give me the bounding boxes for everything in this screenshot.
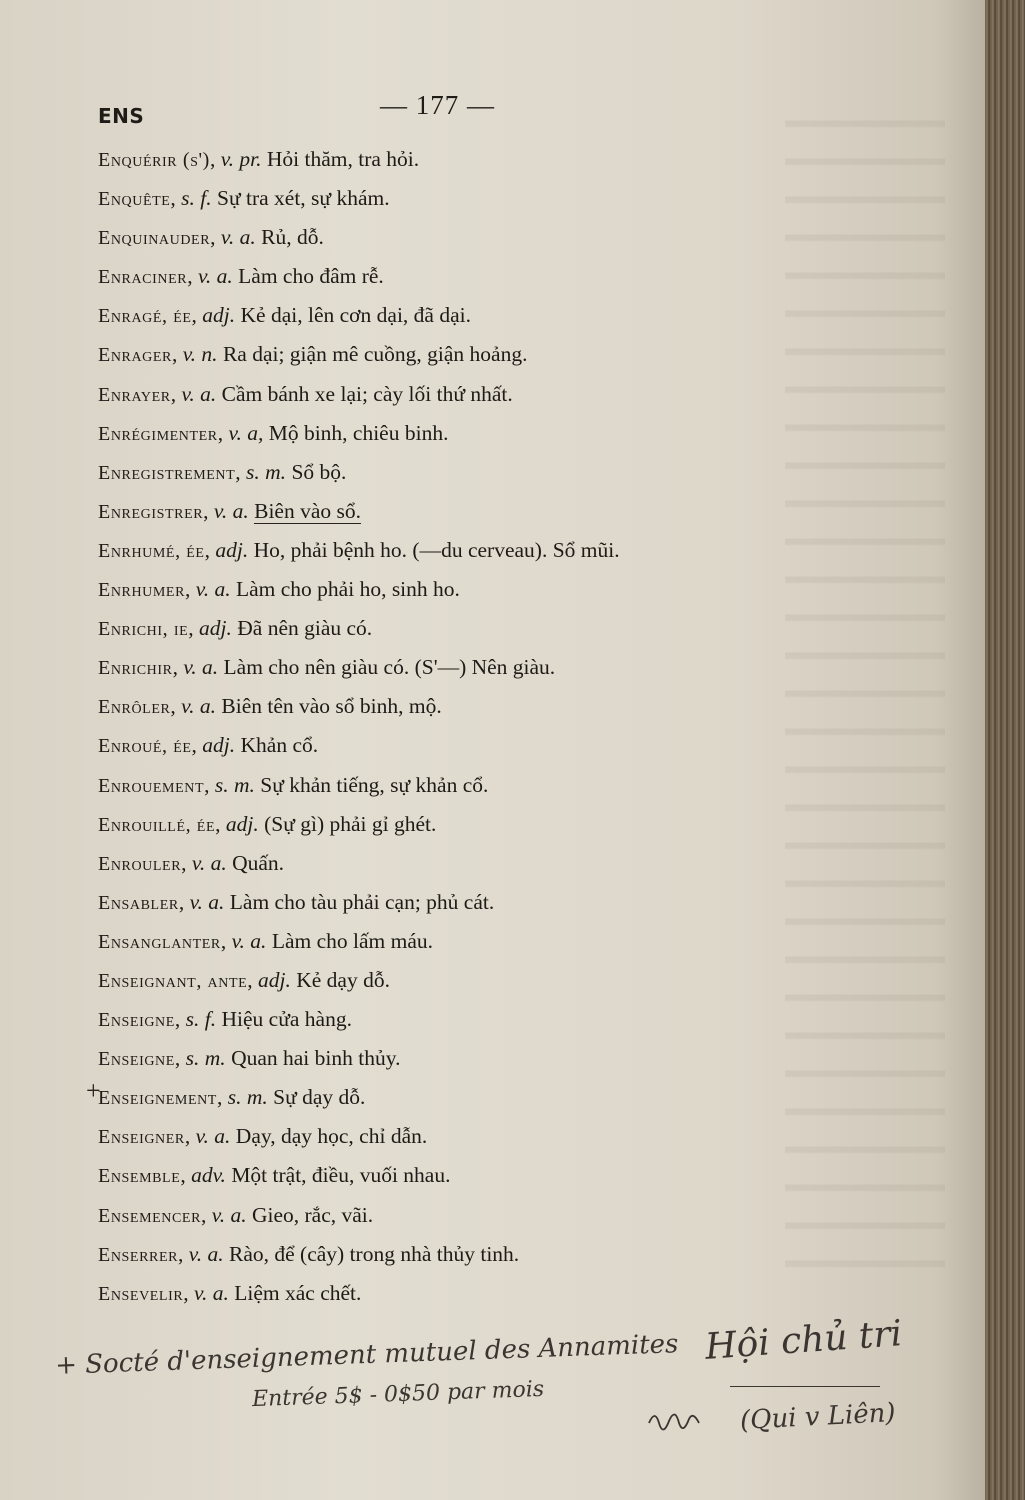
definition: Khản cổ. bbox=[240, 733, 319, 758]
grammar-tag: v. a. bbox=[211, 1202, 247, 1227]
dictionary-entry: Enseignant, ante, adj. Kẻ dạy dỗ. bbox=[98, 967, 390, 992]
definition: Gieo, rắc, vãi. bbox=[251, 1202, 374, 1227]
definition: Ra dại; giận mê cuồng, giận hoảng. bbox=[222, 342, 528, 367]
grammar-tag: v. a. bbox=[188, 1241, 224, 1266]
definition: Sự tra xét, sự khám. bbox=[217, 186, 390, 211]
grammar-tag: s. m. bbox=[185, 1046, 226, 1071]
dictionary-entry: Enrouler, v. a. Quấn. bbox=[98, 850, 285, 875]
dictionary-entry: Enrouillé, ée, adj. (Sự gì) phải gỉ ghét. bbox=[98, 811, 437, 836]
headword: Ensemencer bbox=[98, 1204, 202, 1227]
grammar-tag: adj. bbox=[258, 967, 291, 992]
guide-word: ENS bbox=[98, 104, 145, 128]
headword: Enraciner bbox=[98, 266, 188, 289]
definition: Làm cho phải ho, sinh ho. bbox=[235, 577, 460, 602]
grammar-tag: v. pr. bbox=[220, 147, 262, 171]
headword: Ensemble bbox=[98, 1165, 181, 1188]
grammar-tag: v. a. bbox=[195, 577, 231, 602]
handwritten-note-vietnamese: Hội chủ tri bbox=[703, 1313, 904, 1368]
grammar-tag: v. a. bbox=[183, 655, 219, 680]
handwritten-scribble bbox=[645, 1405, 705, 1435]
headword: Enquinauder bbox=[98, 227, 211, 250]
definition: Biên tên vào sổ binh, mộ. bbox=[221, 694, 442, 719]
headword: Enrouement bbox=[98, 774, 205, 797]
dictionary-entry: Ensemencer, v. a. Gieo, rắc, vãi. bbox=[98, 1202, 374, 1227]
grammar-tag: v. a. bbox=[181, 694, 216, 719]
dictionary-entry: Enrôler, v. a. Biên tên vào sổ binh, mộ. bbox=[98, 694, 442, 719]
grammar-tag: adv. bbox=[191, 1163, 226, 1188]
handwritten-note-line2: Entrée 5$ - 0$50 par mois bbox=[251, 1376, 545, 1413]
dictionary-entry: Ensabler, v. a. Làm cho tàu phải cạn; phủ cát. bbox=[98, 889, 495, 914]
margin-plus-mark: + bbox=[86, 1076, 101, 1105]
handwritten-note-paren: (Qui v Liên) bbox=[739, 1397, 897, 1437]
grammar-tag: v. a. bbox=[181, 381, 217, 406]
dictionary-entry: Enrhumer, v. a. Làm cho phải ho, sinh ho. bbox=[98, 577, 460, 602]
dictionary-entry: Enregistrement, s. m. Sổ bộ. bbox=[98, 459, 347, 484]
dictionary-entry: Enseignement, s. m. Sự dạy dỗ. bbox=[98, 1085, 366, 1110]
dictionary-entry: Ensanglanter, v. a. Làm cho lấm máu. bbox=[98, 928, 434, 953]
handwritten-underline bbox=[730, 1386, 880, 1387]
grammar-tag: v. a. bbox=[231, 928, 267, 953]
definition: Dạy, dạy học, chỉ dẫn. bbox=[235, 1124, 428, 1149]
dictionary-entry: Enrayer, v. a. Cầm bánh xe lại; cày lối thứ nhất. bbox=[98, 381, 513, 406]
dictionary-entry: Enragé, ée, adj. Kẻ dại, lên cơn dại, đã dại. bbox=[98, 303, 471, 328]
grammar-tag: v. a. bbox=[189, 889, 225, 914]
headword: Enrôler bbox=[98, 696, 171, 719]
dictionary-entry: Enraciner, v. a. Làm cho đâm rễ. bbox=[98, 264, 384, 289]
grammar-tag: v. n. bbox=[182, 342, 218, 367]
headword: Enregistrer bbox=[98, 500, 204, 523]
headword: Enserrer bbox=[98, 1243, 179, 1266]
definition: Làm cho nên giàu có. (S'—) Nên giàu. bbox=[223, 655, 556, 680]
definition: Ho, phải bệnh ho. (—du cerveau). Sổ mũi. bbox=[253, 537, 620, 562]
dictionary-entry: Enrichi, ie, adj. Đã nên giàu có. bbox=[98, 616, 373, 641]
dictionary-entry: Enquête, s. f. Sự tra xét, sự khám. bbox=[98, 186, 390, 211]
headword: Enrichir bbox=[98, 657, 173, 680]
grammar-tag: adj. bbox=[202, 733, 236, 758]
definition: Kẻ dạy dỗ. bbox=[296, 967, 390, 992]
headword: Enrégimenter bbox=[98, 422, 218, 445]
definition: (Sự gì) phải gỉ ghét. bbox=[264, 811, 437, 836]
definition: Hiệu cửa hàng. bbox=[221, 1007, 352, 1032]
definition: Sự dạy dỗ. bbox=[273, 1085, 366, 1110]
definition: Rủ, dỗ. bbox=[261, 225, 324, 250]
grammar-tag: s. m. bbox=[246, 459, 287, 484]
headword: Enroué, ée bbox=[98, 735, 192, 758]
definition: Sự khản tiếng, sự khản cổ. bbox=[260, 772, 489, 797]
headword: Ensanglanter bbox=[98, 930, 221, 953]
headword: Enseigner bbox=[98, 1126, 185, 1149]
grammar-tag: v. a. bbox=[213, 498, 249, 523]
definition: Hỏi thăm, tra hỏi. bbox=[266, 147, 420, 171]
dictionary-entry: Ensevelir, v. a. Liệm xác chết. bbox=[98, 1280, 362, 1305]
headword: Enseignement bbox=[98, 1087, 217, 1110]
definition: Một trật, điều, vuối nhau. bbox=[231, 1163, 451, 1188]
definition: Liệm xác chết. bbox=[234, 1280, 362, 1305]
headword: Ensevelir bbox=[98, 1282, 184, 1305]
grammar-tag: v. a. bbox=[220, 225, 256, 250]
dictionary-entry: Enquinauder, v. a. Rủ, dỗ. bbox=[98, 225, 324, 250]
grammar-tag: adj. bbox=[215, 537, 249, 562]
definition: Rào, để (cây) trong nhà thủy tinh. bbox=[228, 1241, 520, 1266]
headword: Enseignant, ante bbox=[98, 969, 248, 992]
grammar-tag: v. a, bbox=[228, 420, 264, 445]
dictionary-entry: Enseigner, v. a. Dạy, dạy học, chỉ dẫn. bbox=[98, 1124, 428, 1149]
grammar-tag: adj. bbox=[202, 303, 236, 328]
headword: Enrhumé, ée bbox=[98, 539, 205, 562]
definition: Đã nên giàu có. bbox=[237, 616, 373, 641]
definition: Kẻ dại, lên cơn dại, đã dại. bbox=[240, 303, 471, 328]
headword: Enregistrement bbox=[98, 461, 236, 484]
headword: Enragé, ée bbox=[98, 305, 192, 328]
grammar-tag: s. m. bbox=[214, 772, 255, 797]
dictionary-entry: Enrager, v. n. Ra dại; giận mê cuồng, giận hoảng. bbox=[98, 342, 528, 367]
headword: Enseigne bbox=[98, 1048, 175, 1071]
dictionary-entry: Enroué, ée, adj. Khản cổ. bbox=[98, 733, 319, 758]
definition: Biên vào sổ. bbox=[254, 498, 362, 523]
headword: Enrayer bbox=[98, 383, 171, 406]
definition: Quan hai binh thủy. bbox=[231, 1046, 401, 1071]
definition: Sổ bộ. bbox=[291, 459, 347, 484]
headword: Enseigne bbox=[98, 1009, 175, 1032]
grammar-tag: s. f. bbox=[181, 186, 212, 211]
definition: Làm cho tàu phải cạn; phủ cát. bbox=[229, 889, 495, 914]
dictionary-entry: Ensemble, adv. Một trật, điều, vuối nhau. bbox=[98, 1163, 451, 1188]
headword: Enrouler bbox=[98, 852, 182, 875]
headword: Enrhumer bbox=[98, 579, 186, 602]
grammar-tag: s. f. bbox=[185, 1007, 217, 1032]
dictionary-entry: Enquérir (s'), v. pr. Hỏi thăm, tra hỏi. bbox=[98, 147, 420, 171]
definition: Làm cho lấm máu. bbox=[271, 928, 434, 953]
grammar-tag: s. m. bbox=[227, 1085, 268, 1110]
handwritten-note-line1: + Socté d'enseignement mutuel des Annamites bbox=[54, 1329, 679, 1381]
grammar-tag: adj. bbox=[199, 616, 232, 641]
dictionary-entry: Enseigne, s. m. Quan hai binh thủy. bbox=[98, 1046, 401, 1071]
grammar-tag: v. a. bbox=[191, 850, 227, 875]
headword: Ensabler bbox=[98, 891, 179, 914]
dictionary-entry: Enserrer, v. a. Rào, để (cây) trong nhà thủy tinh. bbox=[98, 1241, 520, 1266]
book-page-edges bbox=[985, 0, 1025, 1500]
definition: Mộ binh, chiêu binh. bbox=[268, 420, 449, 445]
dictionary-entry: Enregistrer, v. a. Biên vào sổ. bbox=[98, 498, 362, 523]
definition: Làm cho đâm rễ. bbox=[238, 264, 384, 289]
headword: Enrichi, ie bbox=[98, 618, 189, 641]
headword: Enrager bbox=[98, 344, 172, 367]
dictionary-entry: Enrégimenter, v. a, Mộ binh, chiêu binh. bbox=[98, 420, 449, 445]
headword: Enrouillé, ée bbox=[98, 813, 216, 836]
dictionary-entry: Enrichir, v. a. Làm cho nên giàu có. (S'—) Nên giàu. bbox=[98, 655, 556, 680]
dictionary-entries bbox=[98, 140, 918, 1313]
headword: Enquête bbox=[98, 188, 171, 211]
definition: Cầm bánh xe lại; cày lối thứ nhất. bbox=[221, 381, 513, 406]
headword: Enquérir (s') bbox=[98, 149, 210, 171]
page-number: — 177 — bbox=[380, 90, 495, 120]
grammar-tag: adj. bbox=[225, 811, 259, 836]
grammar-tag: v. a. bbox=[194, 1280, 229, 1305]
dictionary-entry: Enrouement, s. m. Sự khản tiếng, sự khản cổ. bbox=[98, 772, 489, 797]
dictionary-entry: Enseigne, s. f. Hiệu cửa hàng. bbox=[98, 1007, 352, 1032]
definition: Quấn. bbox=[232, 850, 285, 875]
grammar-tag: v. a. bbox=[197, 264, 233, 289]
dictionary-entry: Enrhumé, ée, adj. Ho, phải bệnh ho. (—du cerveau). Sổ mũi. bbox=[98, 537, 620, 562]
grammar-tag: v. a. bbox=[195, 1124, 231, 1149]
